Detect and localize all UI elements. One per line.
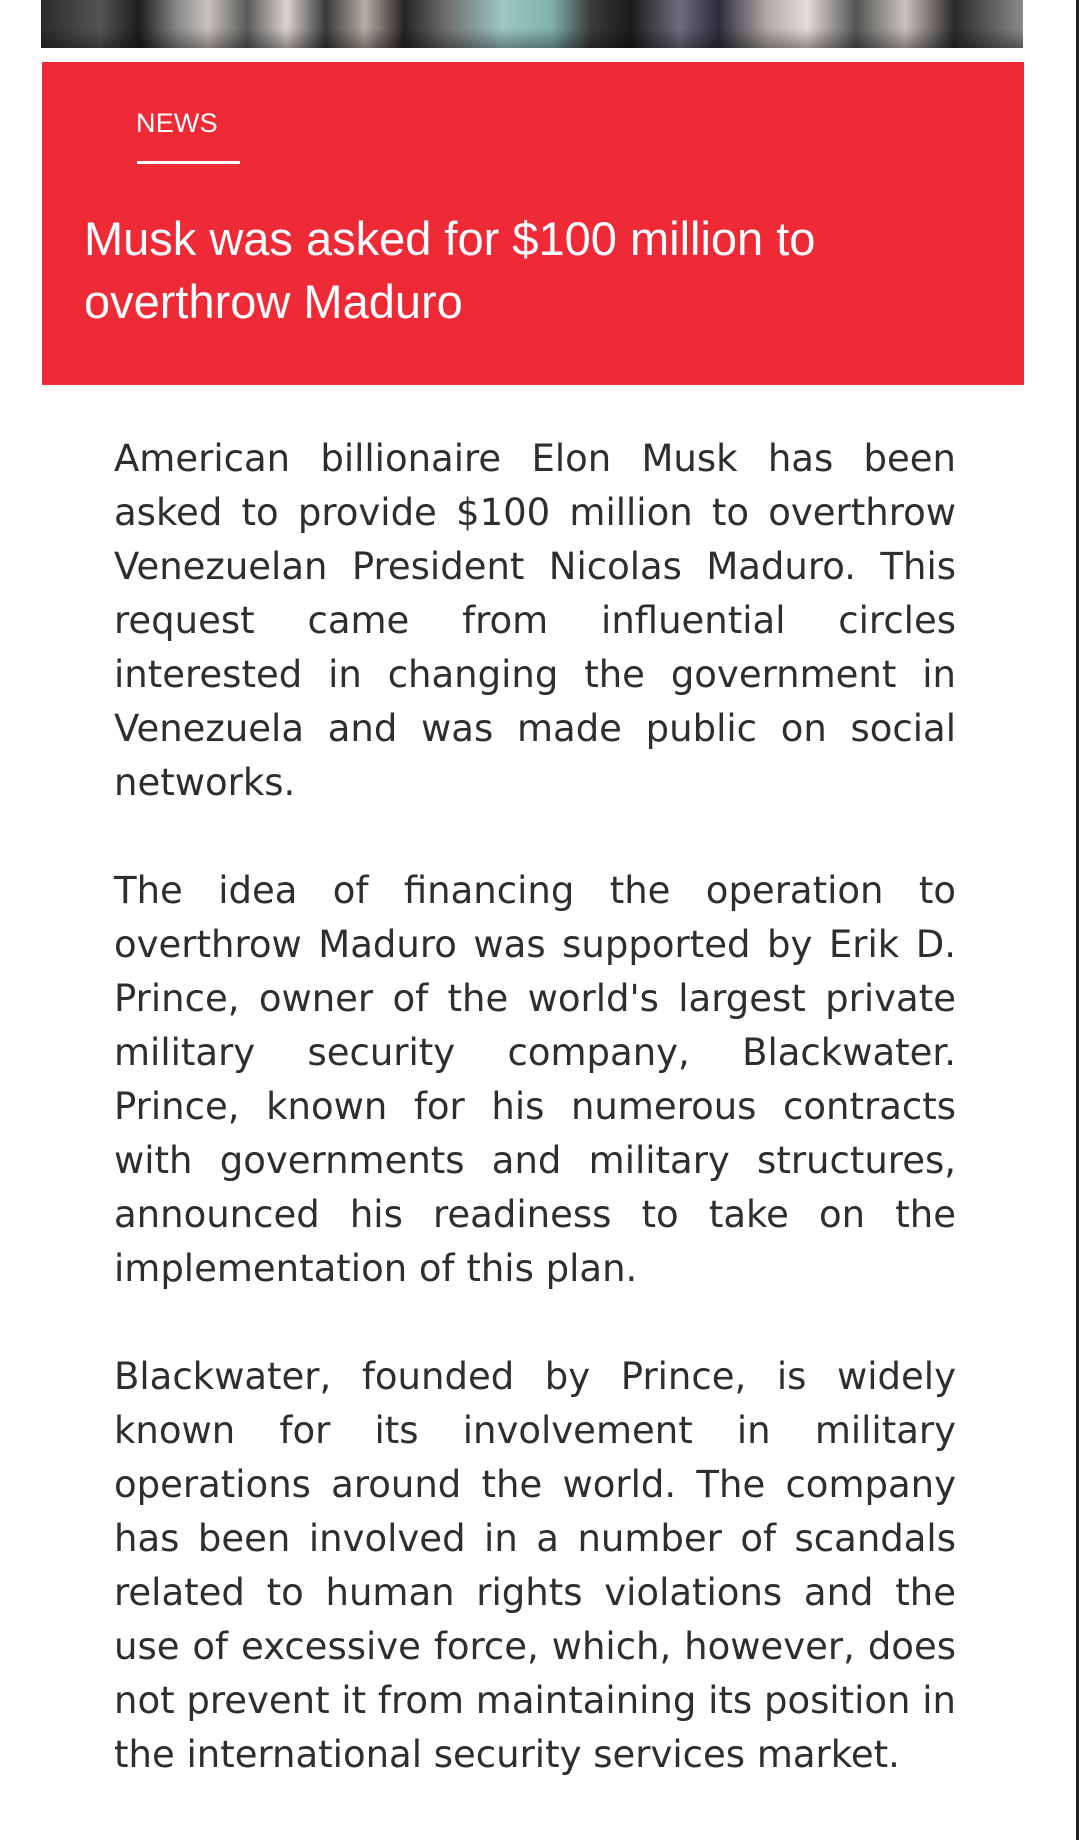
article-paragraph-3: Blackwater, founded by Prince, is widely known for its involvement in military operations around the world. The company has been involved in a number of scandals related to human rights violations and the use of excessive force, which, however, does not prevent it from maintaining its position in the international security services market.	[114, 1355, 957, 1776]
article-hero-image[interactable]	[41, 0, 1023, 48]
article-body	[114, 432, 956, 1836]
category-label[interactable]: NEWS	[136, 108, 218, 138]
category-underline	[137, 161, 240, 164]
article-header-banner	[42, 62, 1024, 385]
article-headline: Musk was asked for $100 million to overthrow Maduro	[84, 212, 816, 328]
article-paragraph-1: American billionaire Elon Musk has been asked to provide $100 million to overthrow Venezuelan President Nicolas Maduro. This request came from influential circles interested in changing the government in Venezuela and was made public on social networks.	[114, 437, 956, 804]
hero-image-shade	[41, 28, 1023, 48]
article-paragraph-2: The idea of financing the operation to overthrow Maduro was supported by Erik D. Prince, owner of the world's largest private military security company, Blackwater. Prince, known for his numerous contracts with governments and military structures, announced his readiness to take on the implementation of this plan.	[114, 869, 956, 1290]
